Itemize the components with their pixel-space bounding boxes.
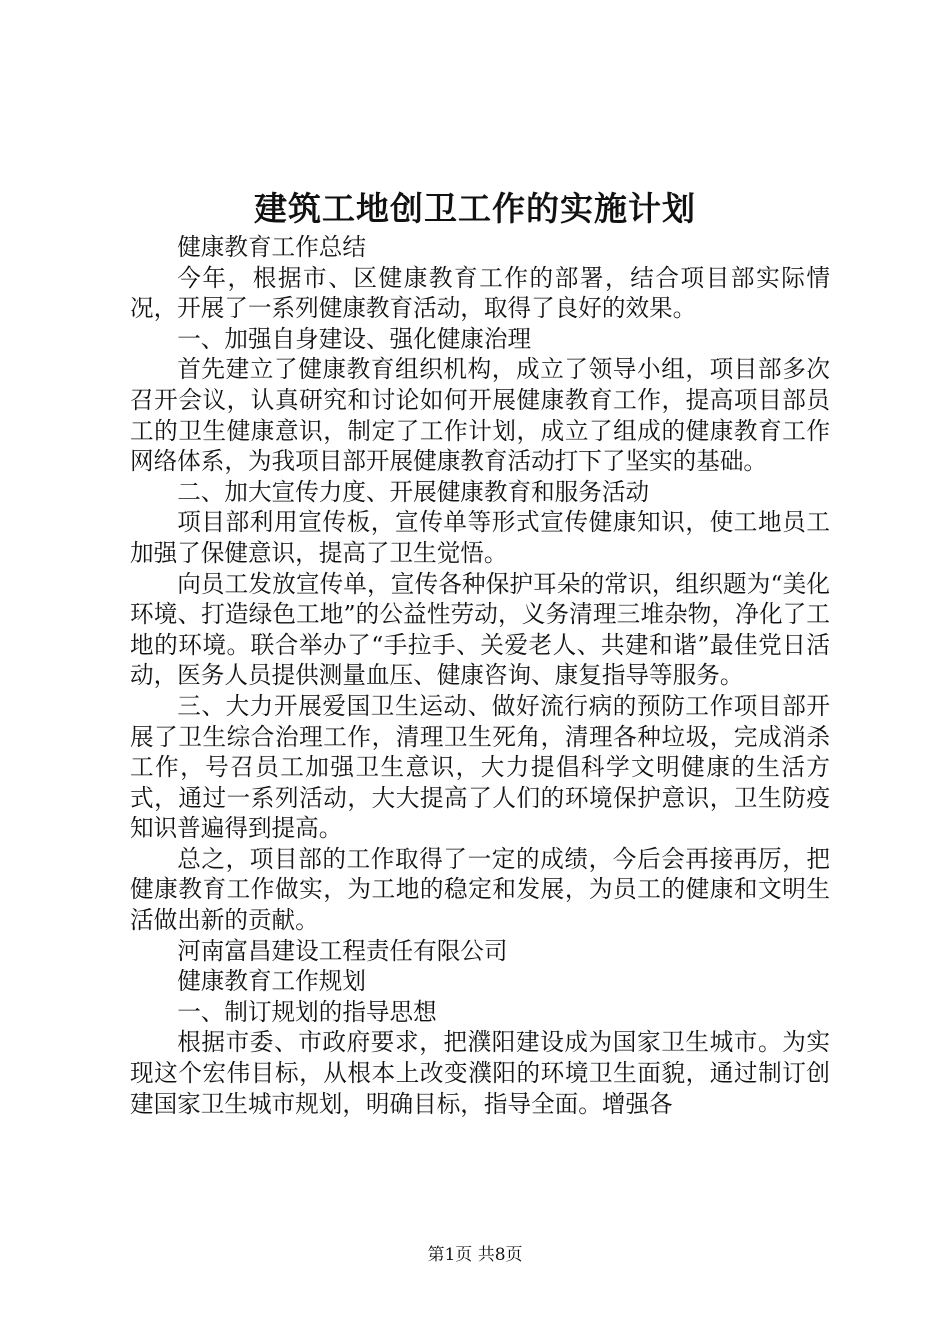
document-title: 建筑工地创卫工作的实施计划 <box>254 189 696 228</box>
paragraph: 首先建立了健康教育组织机构，成立了领导小组，项目部多次召开会议，认真研究和讨论如何开展健康教育工作，提高项目部员工的卫生健康意识，制定了工作计划，成立了组成的健康教育工作网络体系，为我项目部开展健康教育活动打下了坚实的基础。 <box>130 355 830 476</box>
page-footer: 第1页 共8页 <box>427 1245 523 1265</box>
paragraph: 总之，项目部的工作取得了一定的成绩，今后会再接再厉，把健康教育工作做实，为工地的稳定和发展，为员工的健康和文明生活做出新的贡献。 <box>130 844 830 935</box>
paragraph: 今年，根据市、区健康教育工作的部署，结合项目部实际情况，开展了一系列健康教育活动，取得了良好的效果。 <box>130 263 830 323</box>
paragraph: 向员工发放宣传单，宣传各种保护耳朵的常识，组织题为“美化环境、打造绿色工地”的公益性劳动，义务清理三堆杂物，净化了工地的环境。联合举办了“手拉手、关爱老人、共建和谐”最佳党日活动，医务人员提供测量血压、健康咨询、康复指导等服务。 <box>130 569 830 690</box>
paragraph: 根据市委、市政府要求，把濮阳建设成为国家卫生城市。为实现这个宏伟目标，从根本上改变濮阳的环境卫生面貌，通过制订创建国家卫生城市规划，明确目标，指导全面。增强各 <box>130 1028 830 1118</box>
paragraph-heading: 健康教育工作规划 <box>177 967 366 996</box>
section-heading: 二、加大宣传力度、开展健康教育和服务活动 <box>177 477 650 506</box>
section-heading: 一、制订规划的指导思想 <box>177 997 437 1026</box>
paragraph: 三、大力开展爱国卫生运动、做好流行病的预防工作项目部开展了卫生综合治理工作，清理卫生死角，清理各种垃圾，完成消杀工作，号召员工加强卫生意识，大力提倡科学文明健康的生活方式，通过一系列活动，大大提高了人们的环境保护意识，卫生防疫知识普遍得到提高。 <box>130 691 830 843</box>
company-name: 河南富昌建设工程责任有限公司 <box>177 936 508 965</box>
paragraph: 项目部利用宣传板，宣传单等形式宣传健康知识，使工地员工加强了保健意识，提高了卫生觉悟。 <box>130 508 830 567</box>
document-body <box>130 232 830 1119</box>
section-heading: 一、加强自身建设、强化健康治理 <box>177 324 532 353</box>
paragraph-heading: 健康教育工作总结 <box>177 233 366 261</box>
